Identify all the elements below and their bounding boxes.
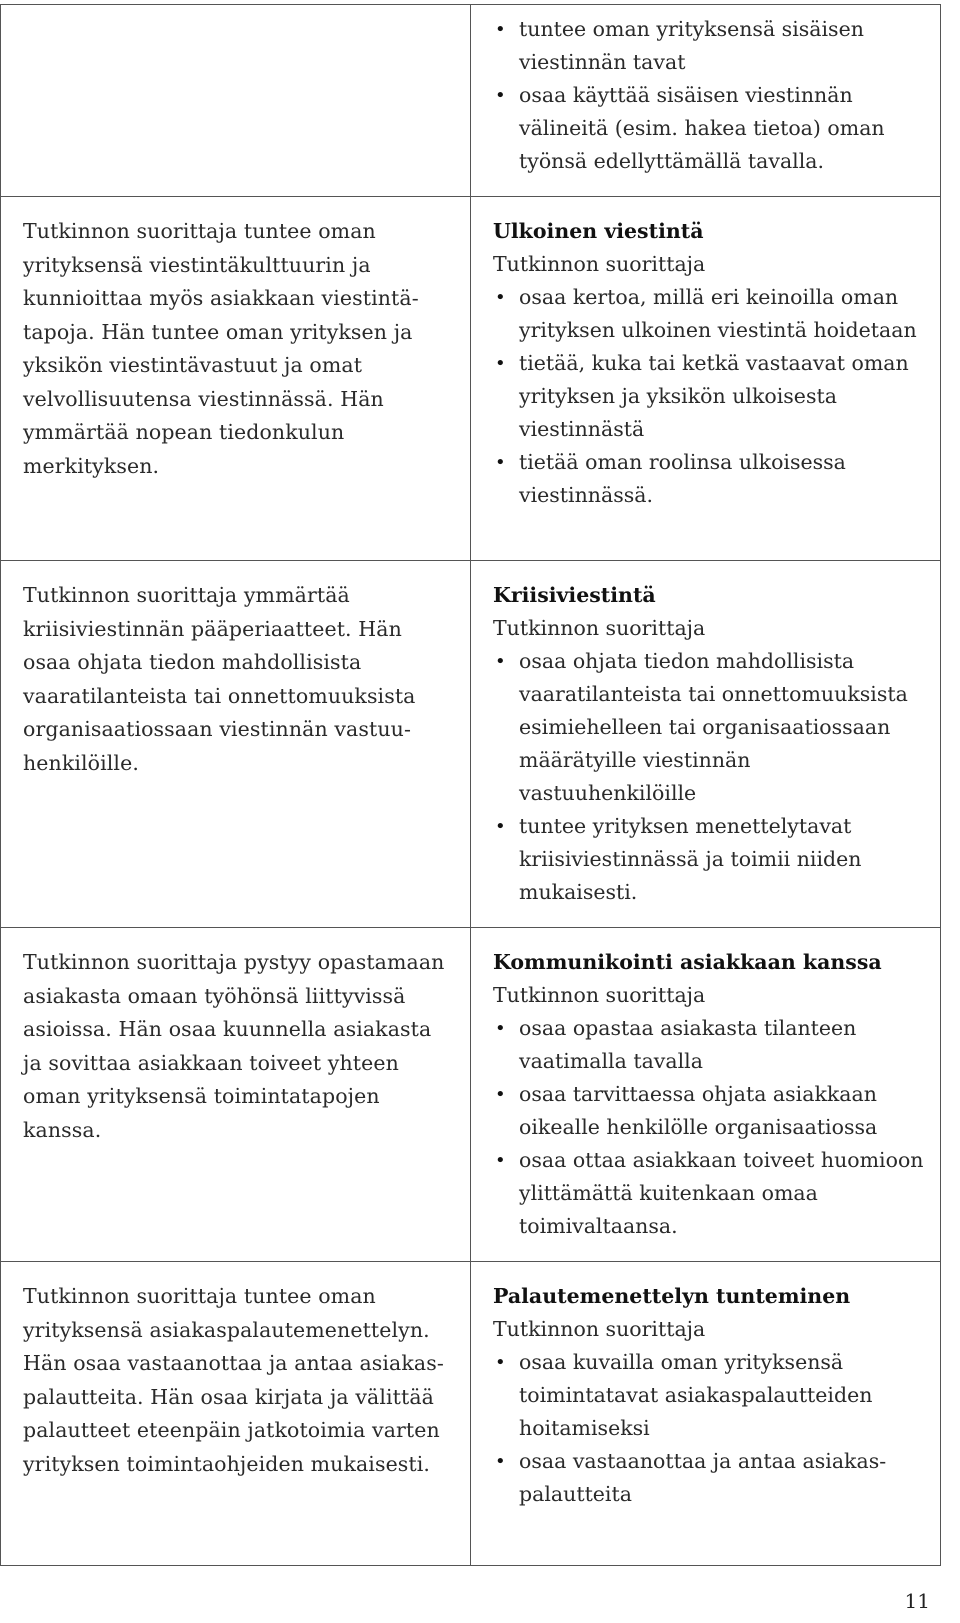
bullet-icon: •	[495, 19, 506, 40]
bullet-icon: •	[495, 816, 506, 837]
list-item: • osaa käyttää sisäisen viestinnän välineitä (esim. hakea tietoa) oman työnsä edellyttämällä tavalla.	[493, 79, 926, 178]
bullet-list	[493, 1346, 926, 1511]
section-heading: Palautemenettelyn tunteminen	[493, 1284, 851, 1308]
list-item: • osaa kuvailla oman yrityksensä toimintatavat asiakaspalautteiden hoitamiseksi	[493, 1346, 926, 1445]
bullet-icon: •	[495, 1451, 506, 1472]
bullet-list	[493, 13, 926, 178]
bullet-icon: •	[495, 452, 506, 473]
list-item: • tuntee yrityksen menettelytavat kriisiviestinnässä ja toimii niiden mukaisesti.	[493, 810, 926, 909]
content-cell	[471, 5, 941, 197]
criteria-cell	[1, 1262, 471, 1566]
criteria-cell	[1, 5, 471, 197]
list-item: • osaa vastaanottaa ja antaa asiakaspalautteita	[493, 1445, 926, 1511]
list-item: • tietää, kuka tai ketkä vastaavat oman yrityksen ja yksikön ulkoisesta viestinnästä	[493, 347, 926, 446]
bullet-icon: •	[495, 353, 506, 374]
bullet-icon: •	[495, 1150, 506, 1171]
list-item: • osaa kertoa, millä eri keinoilla oman yrityksen ulkoinen viestintä hoidetaan	[493, 281, 926, 347]
content-cell	[471, 561, 941, 928]
list-item: • osaa ohjata tiedon mahdollisista vaaratilanteista tai onnettomuuksista esimiehelleen tai organisaatiossaan määrätyille viestinnän vastuuhenkilöille	[493, 645, 926, 810]
criteria-text: Tutkinnon suorittaja tuntee oman yrityksensä asiakaspalautemenettelyn. Hän osaa vastaanottaa ja antaa asiakaspalautteita. Hän osaa kirjata ja välittää palautteet eteenpäin jatkotoimia varten yrityksen toimintaohjeiden mukaisesti.	[23, 1284, 444, 1476]
criteria-text: Tutkinnon suorittaja pystyy opastamaan asiakasta omaan työhönsä liittyvissä asioissa. Hän osaa kuunnella asiakasta ja sovittaa asiakkaan toiveet yhteen oman yrityksensä toimintatapojen kanssa.	[23, 950, 445, 1142]
section-subheading: Tutkinnon suorittaja	[493, 1317, 706, 1341]
table-row	[1, 197, 941, 561]
bullet-list	[493, 645, 926, 909]
table-row	[1, 5, 941, 197]
content-cell	[471, 1262, 941, 1566]
list-item: • osaa opastaa asiakasta tilanteen vaatimalla tavalla	[493, 1012, 926, 1078]
criteria-cell	[1, 928, 471, 1262]
bullet-icon: •	[495, 1084, 506, 1105]
competence-table	[0, 4, 941, 1566]
list-item: • osaa tarvittaessa ohjata asiakkaan oikealle henkilölle organisaatiossa	[493, 1078, 926, 1144]
section-subheading: Tutkinnon suorittaja	[493, 983, 706, 1007]
content-cell	[471, 197, 941, 561]
list-item: • tietää oman roolinsa ulkoisessa viestinnässä.	[493, 446, 926, 512]
section-heading: Kommunikointi asiakkaan kanssa	[493, 950, 882, 974]
page-number: 11	[904, 1589, 930, 1613]
content-cell	[471, 928, 941, 1262]
criteria-cell	[1, 561, 471, 928]
table-row	[1, 1262, 941, 1566]
bullet-icon: •	[495, 1352, 506, 1373]
bullet-icon: •	[495, 651, 506, 672]
criteria-text: Tutkinnon suorittaja tuntee oman yrityksensä viestintäkulttuurin ja kunnioittaa myös asiakkaan viestintätapoja. Hän tuntee oman yrityksen ja yksikön viestintävastuut ja omat velvollisuutensa viestinnässä. Hän ymmärtää nopean tiedonkulun merkityksen.	[23, 219, 419, 478]
bullet-icon: •	[495, 1018, 506, 1039]
list-item: • tuntee oman yrityksensä sisäisen viestinnän tavat	[493, 13, 926, 79]
section-heading: Kriisiviestintä	[493, 583, 656, 607]
section-subheading: Tutkinnon suorittaja	[493, 616, 706, 640]
table-row	[1, 928, 941, 1262]
bullet-icon: •	[495, 287, 506, 308]
criteria-cell	[1, 197, 471, 561]
table-row	[1, 561, 941, 928]
bullet-icon: •	[495, 85, 506, 106]
list-item: • osaa ottaa asiakkaan toiveet huomioon ylittämättä kuitenkaan omaa toimivaltaansa.	[493, 1144, 926, 1243]
criteria-text: Tutkinnon suorittaja ymmärtää kriisiviestinnän pääperiaatteet. Hän osaa ohjata tiedon mahdollisista vaaratilanteista tai onnettomuuksista organisaatiossaan viestinnän vastuuhenkilöille.	[23, 583, 416, 775]
bullet-list	[493, 1012, 926, 1243]
bullet-list	[493, 281, 926, 512]
section-heading: Ulkoinen viestintä	[493, 219, 704, 243]
section-subheading: Tutkinnon suorittaja	[493, 252, 706, 276]
